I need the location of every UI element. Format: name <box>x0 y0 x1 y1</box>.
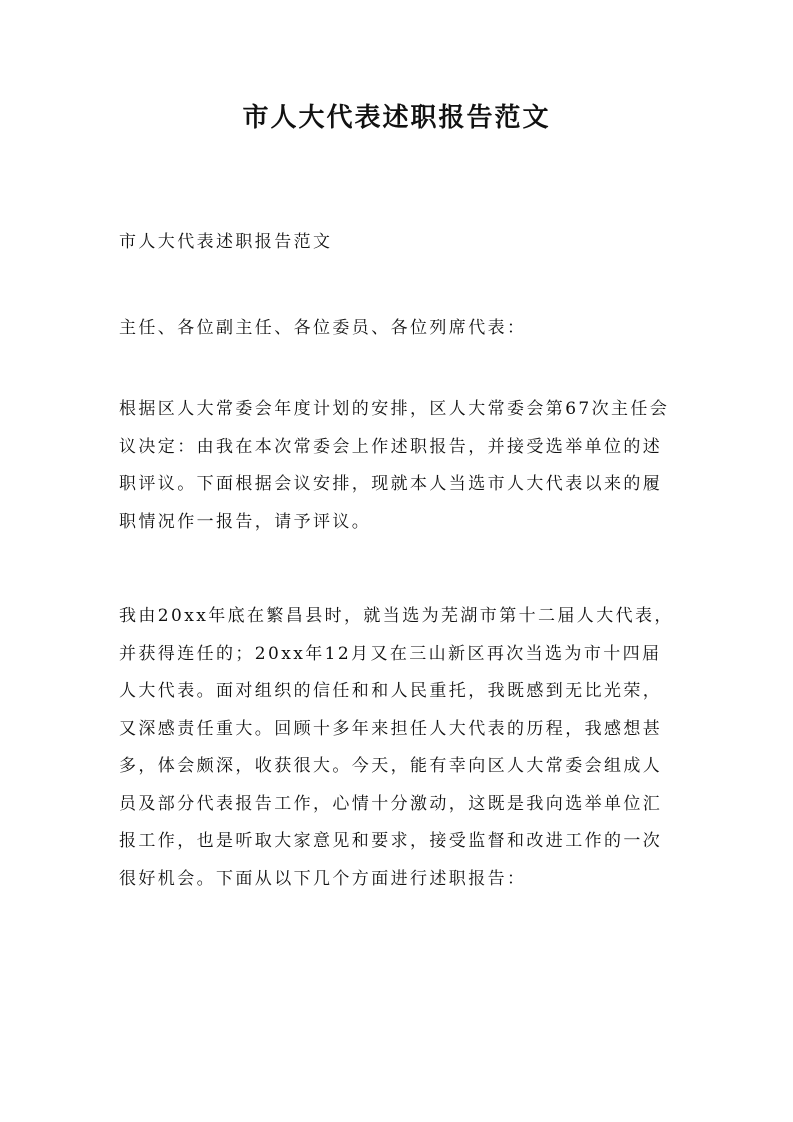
paragraph-intro: 根据区人大常委会年度计划的安排，区人大常委会第67次主任会议决定：由我在本次常委会上作述职报告，并接受选举单位的述职评议。下面根据会议安排，现就本人当选市人大代表以来的履职情况作一报告，请予评议。 <box>119 399 670 532</box>
paragraph-background: 我由20xx年底在繁昌县时，就当选为芜湖市第十二届人大代表，并获得连任的；20xx年12月又在三山新区再次当选为市十四届人大代表。面对组织的信任和和人民重托，我既感到无比光荣，又深感责任重大。回顾十多年来担任人大代表的历程，我感想甚多，体会颇深，收获很大。今天，能有幸向区人大常委会组成人员及部分代表报告工作，心情十分激动，这既是我向选举单位汇报工作，也是听取大家意见和要求，接受监督和改进工作的一次很好机会。下面从以下几个方面进行述职报告： <box>119 606 674 889</box>
document-subtitle: 市人大代表述职报告范文 <box>119 232 333 252</box>
document-title: 市人大代表述职报告范文 <box>242 103 551 133</box>
salutation-line: 主任、各位副主任、各位委员、各位列席代表： <box>119 318 527 338</box>
